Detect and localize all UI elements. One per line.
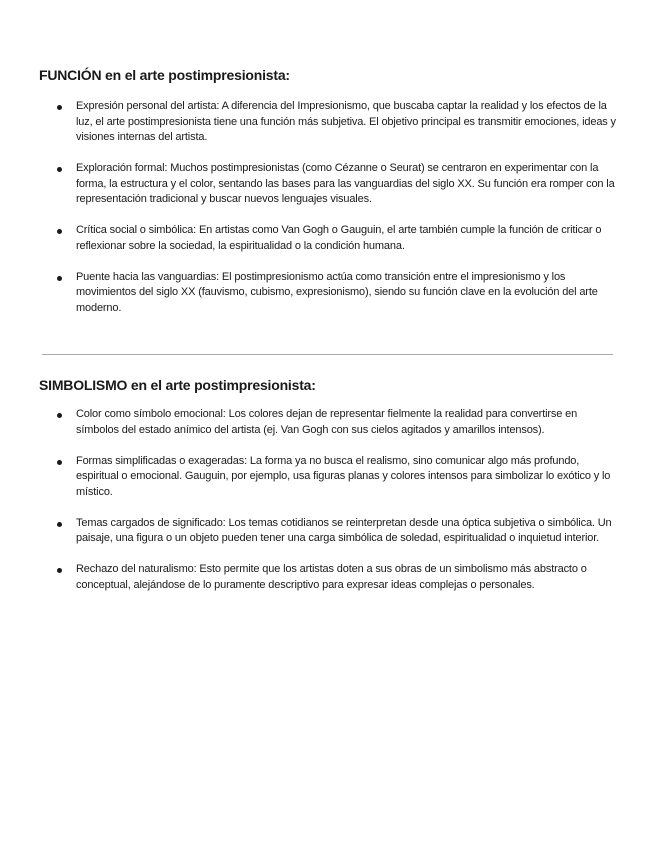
bullet-icon: [57, 105, 62, 110]
bullet-list-simbolismo: [0, 407, 655, 609]
section-title-simbolismo: SIMBOLISMO en el arte postimpresionista:: [39, 377, 316, 393]
horizontal-divider: [42, 354, 613, 355]
list-item-text: Exploración formal: Muchos postimpresionistas (como Cézanne o Seurat) se centraron en experimentar con la forma, la estructura y el color, sentando las bases para las vanguardias del siglo XX. Su función era romper con la representación tradicional y buscar nuevos lenguajes visuales.: [76, 162, 615, 205]
list-item: [0, 161, 655, 208]
list-item: [0, 516, 655, 547]
list-item-text: Temas cargados de significado: Los temas cotidianos se reinterpretan desde una óptica subjetiva o simbólica. Un paisaje, una figura o un objeto pueden tener una carga simbólica de soledad, espiritualidad o inquietud interior.: [76, 516, 612, 544]
section-title-funcion: FUNCIÓN en el arte postimpresionista:: [39, 67, 290, 83]
list-item: [0, 562, 655, 593]
list-item-text: Formas simplificadas o exageradas: La forma ya no busca el realismo, sino comunicar algo más profundo, espiritual o emocional. Gauguin, por ejemplo, usa figuras planas y colores intensos para simbolizar lo exótico y lo místico.: [76, 454, 611, 498]
bullet-list-funcion: [0, 99, 655, 332]
bullet-icon: [57, 167, 62, 172]
list-item-text: Rechazo del naturalismo: Esto permite que los artistas doten a sus obras de un simbolismo más abstracto o conceptual, alejándose de lo puramente descriptivo para expresar ideas complejas o personales.: [76, 563, 587, 591]
list-item: [0, 223, 655, 254]
bullet-icon: [57, 522, 62, 527]
bullet-icon: [57, 568, 62, 573]
bullet-icon: [57, 460, 62, 465]
list-item: [0, 99, 655, 146]
bullet-icon: [57, 229, 62, 234]
list-item-text: Color como símbolo emocional: Los colores dejan de representar fielmente la realidad para convertirse en símbolos del estado anímico del artista (ej. Van Gogh con sus cielos agitados y amarillos intensos).: [76, 408, 578, 436]
list-item: [0, 270, 655, 317]
list-item: [0, 454, 655, 501]
bullet-icon: [57, 276, 62, 281]
list-item: [0, 407, 655, 438]
list-item-text: Expresión personal del artista: A diferencia del Impresionismo, que buscaba captar la realidad y los efectos de la luz, el arte postimpresionista tiene una función más subjetiva. El objetivo principal es transmitir emociones, ideas y visiones internas del artista.: [76, 100, 616, 143]
list-item-text: Puente hacia las vanguardias: El postimpresionismo actúa como transición entre el impresionismo y los movimientos del siglo XX (fauvismo, cubismo, expresionismo), siendo su función clave en la evolución del arte moderno.: [76, 270, 598, 314]
bullet-icon: [57, 413, 62, 418]
list-item-text: Crítica social o simbólica: En artistas como Van Gogh o Gauguin, el arte también cumple la función de criticar o reflexionar sobre la sociedad, la espiritualidad o la condición humana.: [76, 224, 602, 252]
